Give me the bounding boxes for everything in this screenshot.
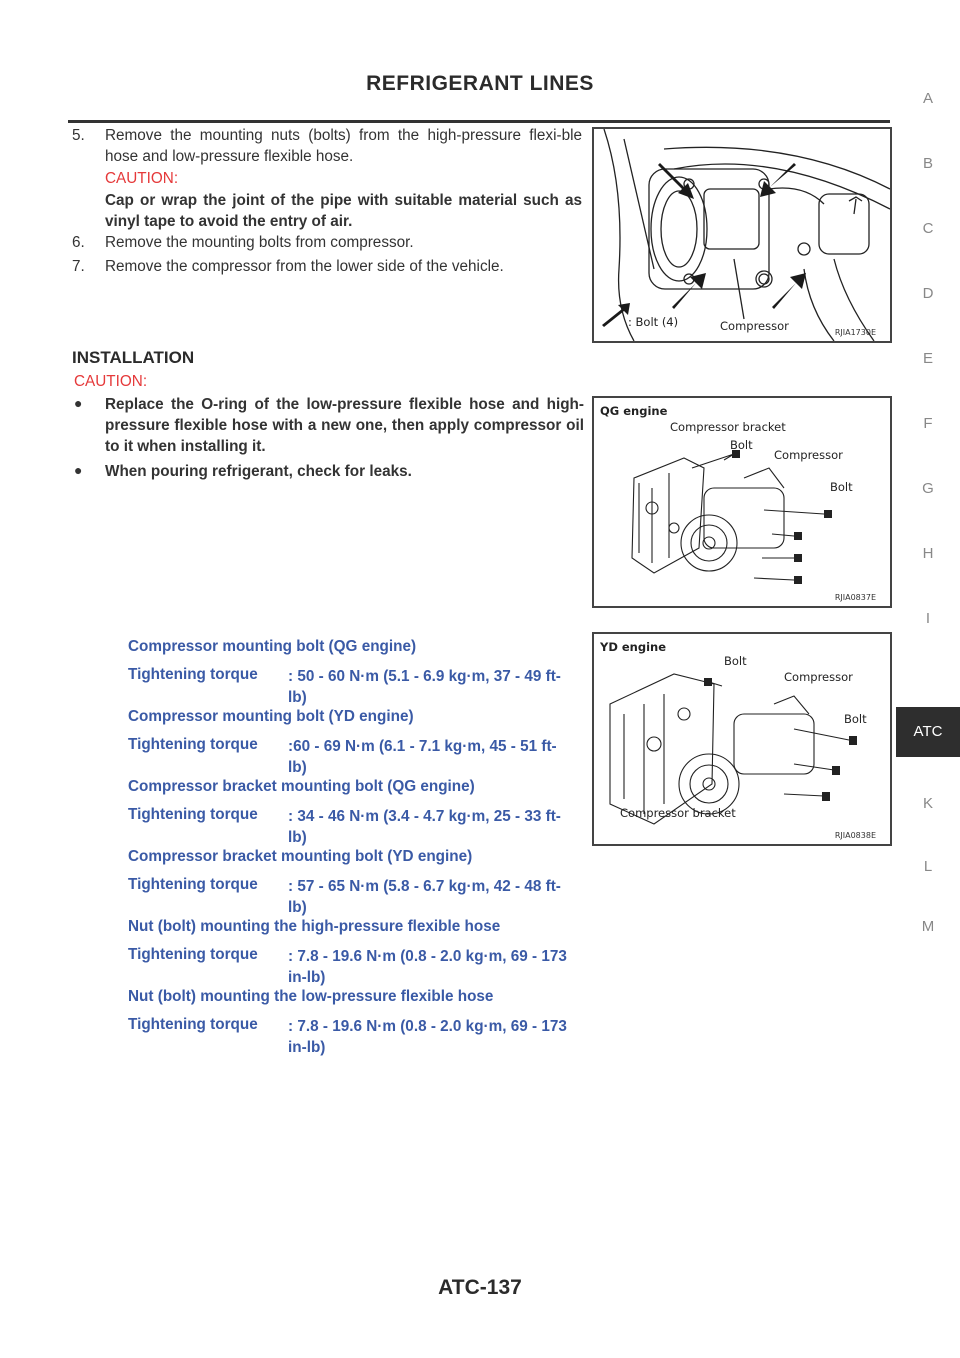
bullet-text: Replace the O-ring of the low-pressure flexible hose and high-pressure flexible hose with a new one, then apply compressor oil to it when installing it.	[105, 396, 584, 455]
step-5	[72, 125, 582, 167]
bolt-label: Bolt	[724, 654, 747, 668]
figure-compressor-bolts	[592, 127, 892, 343]
bolt-label: Bolt	[730, 438, 753, 452]
figure-qg-engine	[592, 396, 892, 608]
torque-value: : 7.8 - 19.6 N·m (0.8 - 2.0 kg·m, 69 - 173 in-lb)	[288, 1018, 567, 1056]
figure-code: RJIA0838E	[834, 831, 876, 840]
torque-label: Tightening torque	[128, 1016, 258, 1033]
step-text: Remove the compressor from the lower side of the vehicle.	[105, 258, 504, 275]
compressor-label: Compressor	[774, 448, 843, 462]
section-tab-d[interactable]: D	[922, 285, 934, 302]
bolt-label: Bolt	[844, 712, 867, 726]
figure-title: YD engine	[600, 640, 667, 654]
section-tab-g[interactable]: G	[922, 480, 934, 497]
bolt-legend-label: : Bolt (4)	[628, 315, 679, 329]
bullet-item	[74, 394, 584, 457]
figure-yd-engine	[592, 632, 892, 846]
torque-name: Compressor mounting bolt (YD engine)	[128, 708, 414, 725]
torque-value: : 57 - 65 N·m (5.8 - 6.7 kg·m, 42 - 48 ft-lb)	[288, 878, 561, 916]
figure-title: QG engine	[600, 404, 668, 418]
section-tab-h[interactable]: H	[922, 545, 934, 562]
bolt-label: Bolt	[830, 480, 853, 494]
caution-label: CAUTION:	[74, 373, 148, 390]
step-number: 6.	[72, 234, 85, 251]
step-number: 7.	[72, 258, 85, 275]
bracket-label: Compressor bracket	[620, 806, 736, 820]
torque-label: Tightening torque	[128, 736, 258, 753]
installation-heading: INSTALLATION	[72, 348, 195, 367]
section-tab-a[interactable]: A	[922, 90, 933, 107]
section-tab-m[interactable]: M	[921, 918, 935, 935]
section-tab-k[interactable]: K	[922, 795, 933, 812]
section-tab-c[interactable]: C	[922, 220, 934, 237]
bracket-label: Compressor bracket	[670, 420, 786, 434]
bullet-icon: ●	[74, 395, 83, 411]
torque-label: Tightening torque	[128, 876, 258, 893]
torque-name: Compressor mounting bolt (QG engine)	[128, 638, 417, 655]
figure-code: RJIA1730E	[834, 328, 876, 337]
bullet-icon: ●	[74, 462, 83, 478]
section-tab-atc-active[interactable]: ATC	[896, 707, 960, 757]
torque-value: : 34 - 46 N·m (3.4 - 4.7 kg·m, 25 - 33 ft-lb)	[288, 808, 561, 846]
caution-label: CAUTION:	[105, 170, 179, 187]
page-title: REFRIGERANT LINES	[366, 72, 594, 95]
section-tab-i[interactable]: I	[925, 610, 931, 627]
bullet-text: When pouring refrigerant, check for leaks.	[105, 463, 412, 480]
step-number: 5.	[72, 127, 85, 144]
step-text: Remove the mounting bolts from compressor.	[105, 234, 414, 251]
figure-code: RJIA0837E	[834, 593, 876, 602]
torque-label: Tightening torque	[128, 666, 258, 683]
torque-name: Compressor bracket mounting bolt (QG engine)	[128, 778, 475, 795]
step-7	[72, 256, 582, 277]
torque-value: :60 - 69 N·m (6.1 - 7.1 kg·m, 45 - 51 ft-lb)	[288, 738, 557, 776]
compressor-label: Compressor	[720, 319, 789, 333]
compressor-illustration	[594, 129, 890, 341]
torque-name: Nut (bolt) mounting the low-pressure flexible hose	[128, 988, 494, 1005]
section-tab-b[interactable]: B	[922, 155, 933, 172]
step-text: Remove the mounting nuts (bolts) from the high-pressure flexi-ble hose and low-pressure flexible hose.	[105, 127, 582, 165]
torque-name: Nut (bolt) mounting the high-pressure flexible hose	[128, 918, 501, 935]
step-6	[72, 232, 582, 253]
section-tab-l[interactable]: L	[923, 858, 933, 875]
bullet-item	[74, 461, 584, 482]
torque-value: : 7.8 - 19.6 N·m (0.8 - 2.0 kg·m, 69 - 173 in-lb)	[288, 948, 567, 986]
torque-value: : 50 - 60 N·m (5.1 - 6.9 kg·m, 37 - 49 ft-lb)	[288, 668, 561, 706]
header-divider	[68, 120, 890, 123]
compressor-label: Compressor	[784, 670, 853, 684]
torque-name: Compressor bracket mounting bolt (YD engine)	[128, 848, 473, 865]
page-number: ATC-137	[438, 1276, 522, 1299]
caution-text: Cap or wrap the joint of the pipe with suitable material such as vinyl tape to avoid the entry of air.	[105, 192, 582, 230]
torque-label: Tightening torque	[128, 946, 258, 963]
section-tab-f[interactable]: F	[923, 415, 933, 432]
torque-label: Tightening torque	[128, 806, 258, 823]
section-tab-e[interactable]: E	[922, 350, 933, 367]
